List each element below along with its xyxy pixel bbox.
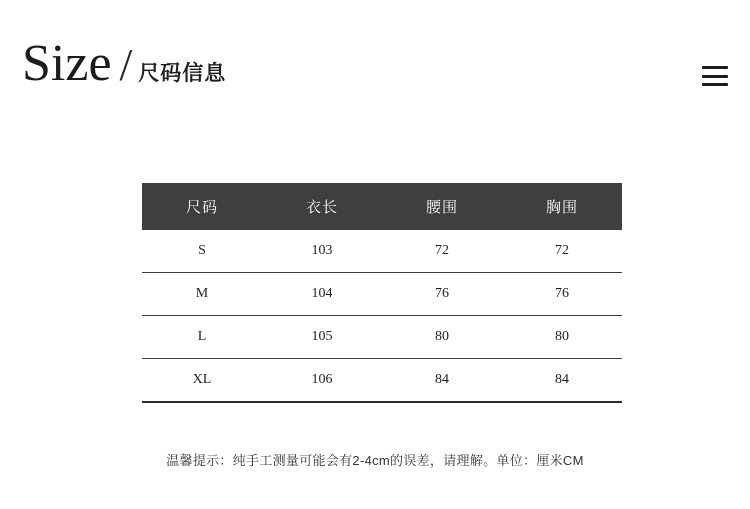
cell-bust: 76 (502, 273, 622, 316)
table-row (142, 230, 622, 273)
cell-size: M (142, 273, 262, 316)
cell-length: 104 (262, 273, 382, 316)
size-table-container (142, 183, 622, 403)
table-row (142, 359, 622, 403)
brand-word: Size (22, 35, 112, 92)
brand-title (22, 35, 227, 92)
size-table-head (142, 183, 622, 230)
cell-waist: 72 (382, 230, 502, 273)
size-table-body (142, 230, 622, 402)
measurement-tip: 温馨提示：纯手工测量可能会有2-4cm的误差，请理解。单位：厘米CM (166, 453, 584, 468)
page-header (0, 0, 750, 120)
brand-slash: / (119, 39, 133, 90)
cell-waist: 84 (382, 359, 502, 403)
hamburger-menu-icon[interactable] (702, 66, 728, 86)
table-header-row (142, 183, 622, 230)
brand-subtitle-cn: 尺码信息 (138, 62, 227, 85)
column-header-length: 衣长 (262, 183, 382, 230)
column-header-waist: 腰围 (382, 183, 502, 230)
cell-bust: 84 (502, 359, 622, 403)
column-header-bust: 胸围 (502, 183, 622, 230)
table-row (142, 316, 622, 359)
menu-bar-middle (702, 75, 728, 78)
table-row (142, 273, 622, 316)
cell-size: XL (142, 359, 262, 403)
cell-length: 103 (262, 230, 382, 273)
size-table (142, 183, 622, 403)
menu-bar-top (702, 66, 728, 69)
cell-bust: 80 (502, 316, 622, 359)
cell-bust: 72 (502, 230, 622, 273)
cell-length: 105 (262, 316, 382, 359)
cell-size: L (142, 316, 262, 359)
cell-waist: 80 (382, 316, 502, 359)
cell-length: 106 (262, 359, 382, 403)
cell-waist: 76 (382, 273, 502, 316)
menu-bar-bottom (702, 83, 728, 86)
cell-size: S (142, 230, 262, 273)
column-header-size: 尺码 (142, 183, 262, 230)
